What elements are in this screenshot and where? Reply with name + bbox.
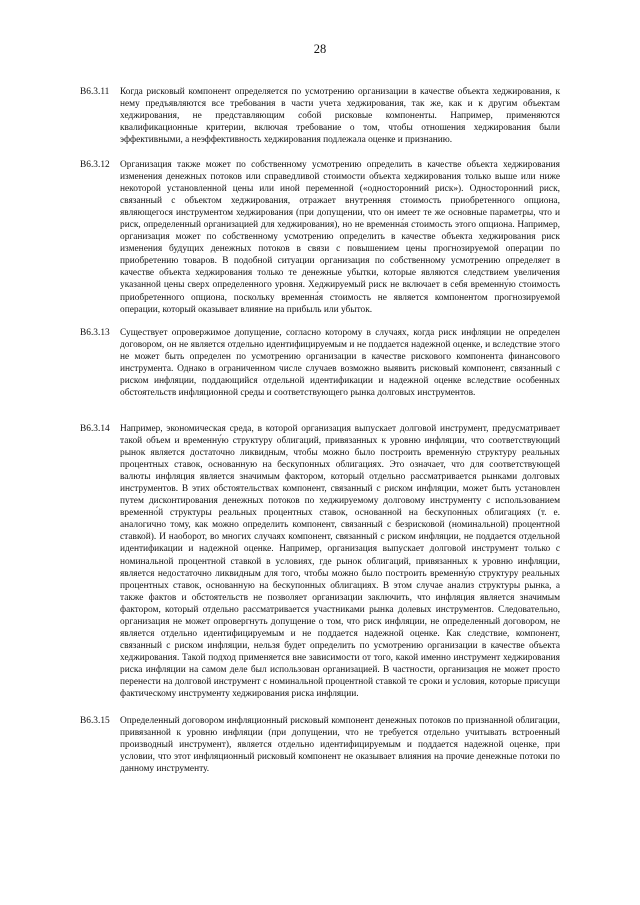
paragraph-text: Организация также может по собственному усмотрению определить в качестве объекта хеджирования изменения денежных потоков или справедливой стоимости объекта хеджирования только выше или ниже некоторой установленной цены или иной переменной («односторонний риск»). Односторонний риск, связанный с объектом хеджирования, отражает внутренняя стоимость приобретенного опциона, являющегося инструментом хеджирования (при допущении, что он имеет те же основные параметры, что и риск, определенный организацией для хеджирования), но не временна́я стоимость этого опциона. Например, организация может по собственному усмотрению определить в качестве объекта хеджирования риск изменения будущих денежных потоков в связи с повышением цены прогнозируемой операции по приобретению товаров. В подобной ситуации организация по собственному усмотрению определяет в качестве объекта хеджирования только те денежные убытки, которые являются следствием увеличения указанной цены сверх определенного уровня. Хеджируемый риск не включает в себя временну́ю стоимость приобретенного опциона, поскольку временна́я стоимость не является компонентом прогнозируемой операции, который оказывает влияние на прибыль или убыток. [120, 160, 560, 315]
page-number: 28 [313, 42, 327, 56]
paragraph-b6-3-14 [80, 423, 560, 700]
paragraph-number: B6.3.12 [80, 160, 110, 170]
paragraph-b6-3-11 [80, 86, 560, 146]
paragraph-text: Например, экономическая среда, в которой организация выпускает долговой инструмент, предусматривает такой объем и временну́ю структуру облигаций, привязанных к уровню инфляции, что соответствующий рынок является достаточно ликвидным, чтобы можно было построить временну́ю структуру реальных процентных ставок, основанную на бескупонных облигациях. Это означает, что для соответствующей валюты инфляция является значимым фактором, который отдельно рассматривается рынками долговых инструментов. В этих обстоятельствах компонент, связанный с риском инфляции, может быть установлен путем дисконтирования денежных потоков по хеджируемому долговому инструменту с использованием временно́й структуры реальных процентных ставок, основанной на бескупонных облигациях (т. е. аналогично тому, как можно определить компонент, связанный с безрисковой (номинальной) процентной ставкой). И наоборот, во многих случаях компонент, связанный с риском инфляции, не поддается отдельной идентификации и надежной оценке. Например, организация выпускает долговой инструмент только с номинальной процентной ставкой в условиях, где рынок облигаций, привязанных к уровню инфляции, является недостаточно ликвидным для того, чтобы можно было построить временну́ю структуру реальных процентных ставок, основанную на бескупонных облигациях. В этом случае анализ структуры рынка, а также фактов и обстоятельств не позволяет организации заключить, что инфляция является значимым фактором, который отдельно рассматривается участниками рынка долевых инструментов. Следовательно, организация не может опровергнуть допущение о том, что риск инфляции, не определенный договором, не является отдельно идентифицируемым и не поддается надежной оценке. Как следствие, компонент, связанный с риском инфляции, нельзя будет определить по усмотрению организации в качестве объекта хеджирования. Такой подход применяется вне зависимости от того, какой именно инструмент хеджирования риска инфляции на самом деле был использован организацией. В частности, организация не может просто перенести на долговой инструмент с номинальной процентной ставкой те сроки и условия, которые присущи фактическому инструменту хеджирования риска инфляции. [120, 424, 560, 700]
paragraph-b6-3-13 [80, 327, 560, 399]
paragraph-number: B6.3.13 [80, 328, 110, 338]
paragraph-b6-3-15 [80, 715, 560, 775]
paragraph-b6-3-12 [80, 159, 560, 316]
paragraph-number: B6.3.11 [80, 87, 110, 97]
paragraph-text: Когда рисковый компонент определяется по усмотрению организации в качестве объекта хеджирования, к нему предъявляются все требования в части учета хеджирования, так же, как и к другим объектам хеджирования, не представляющим собой рисковые компоненты. Например, применяются квалификационные критерии, включая требование о том, чтобы отношения хеджирования были эффективными, а неэффективность хеджирования подлежала оценке и признанию. [120, 87, 560, 146]
paragraph-text: Существует опровержимое допущение, согласно которому в случаях, когда риск инфляции не определен договором, он не является отдельно идентифицируемым и не поддается надежной оценке, и вследствие этого не может быть определен по усмотрению организации в качестве рискового компонента финансового инструмента. Однако в ограниченном числе случаев возможно выявить рисковый компонент, связанный с риском инфляции, поддающийся отдельной идентификации и надежной оценке вследствие особенных обстоятельств инфляционной среды и соответствующего рынка долговых инструментов. [120, 328, 560, 399]
paragraph-number: B6.3.14 [80, 424, 110, 434]
paragraph-number: B6.3.15 [80, 716, 110, 726]
paragraph-text: Определенный договором инфляционный рисковый компонент денежных потоков по признанной облигации, привязанной к уровню инфляции (при допущении, что не требуется отдельно учитывать встроенный производный инструмент), является отдельно идентифицируемым и поддается надежной оценке, при условии, что этот инфляционный рисковый компонент не оказывает влияния на прочие денежные потоки по данному инструменту. [120, 716, 560, 775]
